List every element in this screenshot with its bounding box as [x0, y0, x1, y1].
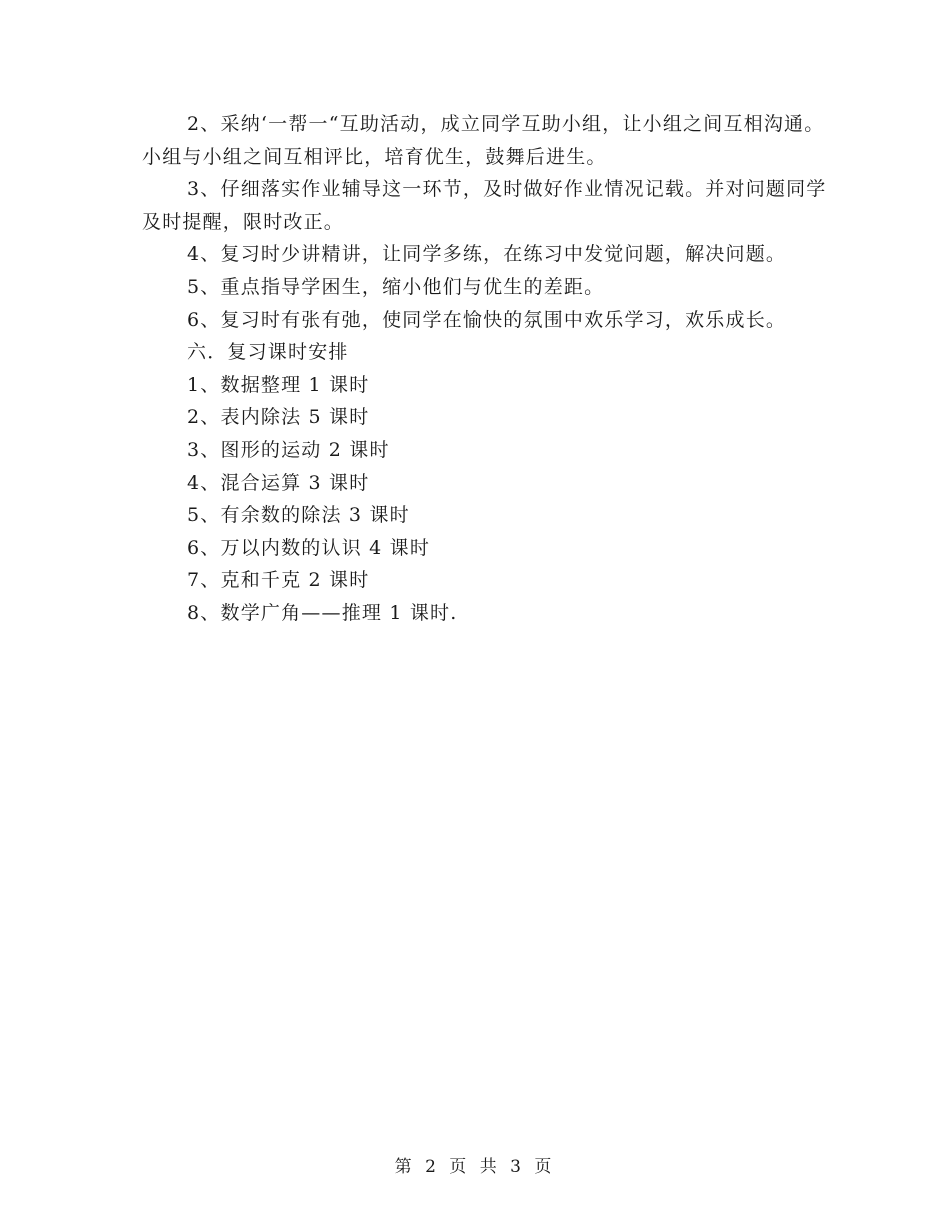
- paragraph-relaxed-atmosphere: 6、复习时有张有弛，使同学在愉快的氛围中欢乐学习，欢乐成长。: [187, 308, 787, 331]
- schedule-item: 7、克和千克 2 课时: [187, 569, 370, 592]
- schedule-item: 5、有余数的除法 3 课时: [187, 504, 410, 527]
- schedule-item: 4、混合运算 3 课时: [187, 471, 370, 494]
- paragraph-struggling-students: 5、重点指导学困生，缩小他们与优生的差距。: [187, 275, 605, 298]
- section-heading-schedule: 六．复习课时安排: [187, 341, 349, 364]
- schedule-item: 6、万以内数的认识 4 课时: [187, 536, 431, 559]
- document-body: [142, 108, 832, 630]
- schedule-item: 8、数学广角——推理 1 课时.: [187, 601, 458, 624]
- page-number-footer: 第 2 页 共 3 页: [394, 1157, 556, 1177]
- schedule-item: 3、图形的运动 2 课时: [187, 438, 390, 461]
- paragraph-review-practice: 4、复习时少讲精讲，让同学多练，在练习中发觉问题，解决问题。: [187, 243, 787, 266]
- paragraph-mutual-help: 2、采纳‘一帮一“互助活动，成立同学互助小组，让小组之间互相沟通。小组与小组之间互相评比，培育优生，鼓舞后进生。: [142, 113, 825, 168]
- paragraph-homework-guidance: 3、仔细落实作业辅导这一环节，及时做好作业情况记载。并对问题同学及时提醒，限时改正。: [142, 178, 827, 233]
- schedule-item: 2、表内除法 5 课时: [187, 406, 370, 429]
- schedule-item: 1、数据整理 1 课时: [187, 373, 370, 396]
